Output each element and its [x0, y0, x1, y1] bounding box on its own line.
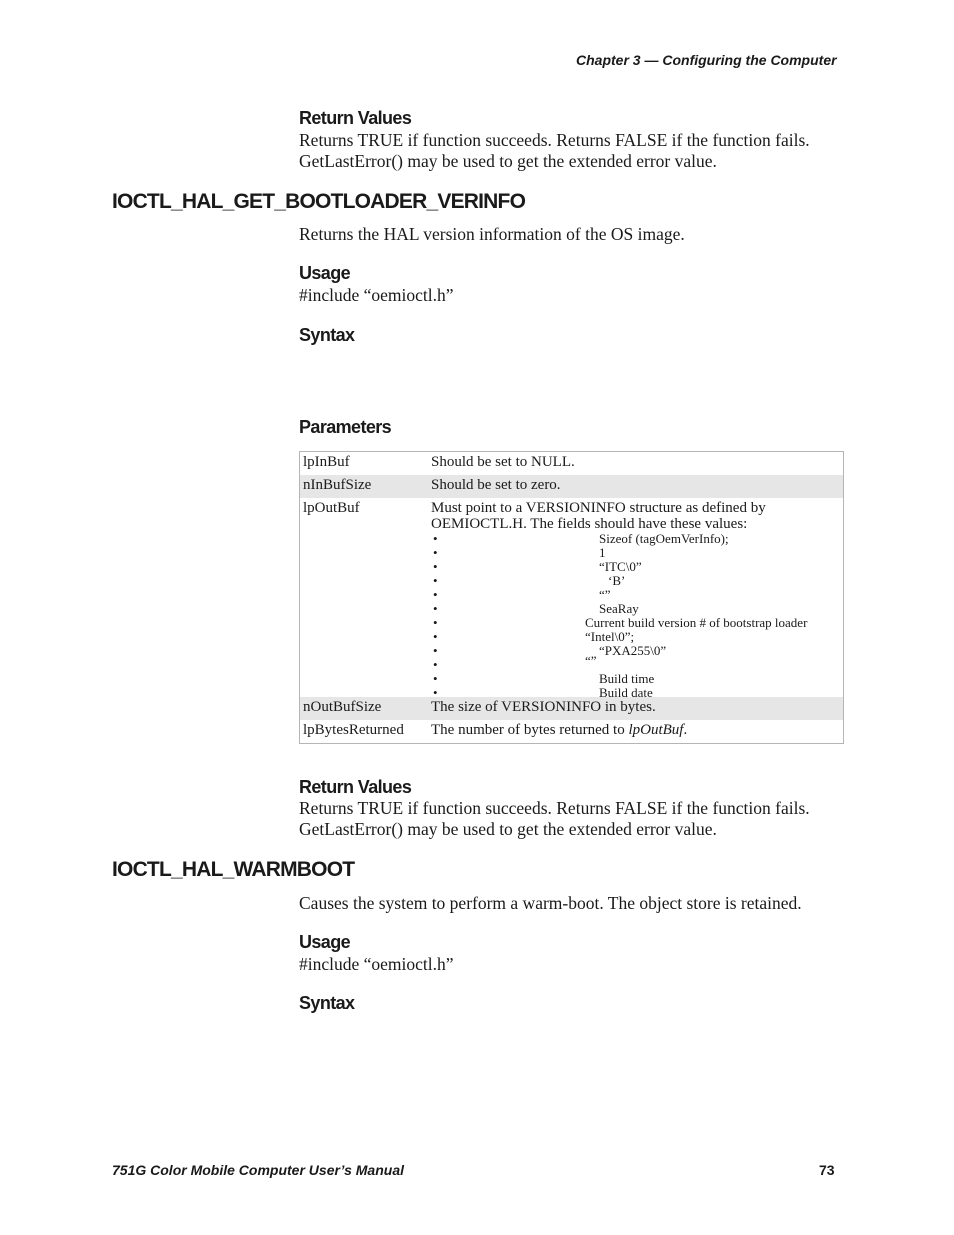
bullet: • [433, 615, 438, 630]
bullet: • [433, 671, 438, 686]
param-desc-text: The number of bytes returned to [431, 722, 629, 738]
bullet: • [433, 685, 438, 700]
field-value: “” [585, 653, 597, 668]
list-item [431, 602, 843, 616]
param-name: lpBytesReturned [303, 722, 404, 738]
field-values-list [431, 531, 843, 700]
param-desc [431, 500, 843, 700]
bullet: • [433, 643, 438, 658]
usage-code: #include “oemioctl.h” [299, 285, 454, 305]
bullet: • [433, 573, 438, 588]
return-values-line-1: Returns TRUE if function succeeds. Returns FALSE if the function fails. [299, 798, 810, 818]
param-desc-line: Must point to a VERSIONINFO structure as defined by [431, 500, 766, 516]
bullet: • [433, 587, 438, 602]
list-item [431, 653, 843, 672]
syntax-heading: Syntax [299, 325, 355, 345]
field-value: “ITC\0” [599, 559, 642, 574]
usage-code: #include “oemioctl.h” [299, 954, 454, 974]
param-desc: Should be set to zero. [431, 477, 561, 493]
table-row [300, 475, 843, 498]
param-desc-line: OEMIOCTL.H. The fields should have these values: [431, 516, 748, 532]
field-value: Current build version # of bootstrap loader [585, 615, 808, 630]
field-value: ‘B’ [608, 573, 626, 588]
list-item [431, 574, 843, 588]
bullet: • [433, 601, 438, 616]
list-item [431, 588, 843, 602]
table-row [300, 498, 843, 700]
param-desc-end: . [683, 722, 688, 738]
return-values-line-2: GetLastError() may be used to get the extended error value. [299, 819, 717, 839]
param-name: nInBufSize [303, 477, 372, 493]
field-value: “” [599, 587, 611, 602]
list-item [431, 532, 843, 546]
table-row [300, 452, 843, 475]
bullet: • [433, 531, 438, 546]
page-number: 73 [819, 1162, 835, 1178]
bullet: • [433, 657, 438, 672]
list-item [431, 616, 843, 630]
usage-heading: Usage [299, 263, 351, 283]
section-description: Returns the HAL version information of the OS image. [299, 224, 685, 244]
section-title-bootloader-verinfo: IOCTL_HAL_GET_BOOTLOADER_VERINFO [112, 190, 526, 213]
footer-manual-title: 751G Color Mobile Computer User’s Manual [112, 1162, 404, 1178]
field-value: “Intel\0”; [585, 629, 635, 644]
section-description: Causes the system to perform a warm-boot. The object store is retained. [299, 893, 802, 913]
field-value: Build time [599, 671, 655, 686]
list-item [431, 630, 843, 644]
param-name: lpOutBuf [303, 500, 360, 516]
return-values-heading: Return Values [299, 777, 412, 797]
param-desc-emphasis: lpOutBuf [628, 722, 684, 738]
param-desc: Should be set to NULL. [431, 454, 575, 470]
list-item [431, 686, 843, 700]
param-desc: The size of VERSIONINFO in bytes. [431, 699, 656, 715]
table-row [300, 697, 843, 720]
field-value: Build date [599, 685, 653, 700]
list-item [431, 672, 843, 686]
return-values-line-1: Returns TRUE if function succeeds. Returns FALSE if the function fails. [299, 130, 810, 150]
bullet: • [433, 629, 438, 644]
list-item [431, 560, 843, 574]
field-value: Sizeof (tagOemVerInfo); [599, 531, 729, 546]
bullet: • [433, 545, 438, 560]
field-value: 1 [599, 545, 606, 560]
field-value: SeaRay [599, 601, 639, 616]
running-header: Chapter 3 — Configuring the Computer [576, 52, 837, 68]
param-desc [431, 722, 843, 740]
return-values-line-2: GetLastError() may be used to get the extended error value. [299, 151, 717, 171]
bullet: • [433, 559, 438, 574]
list-item [431, 546, 843, 560]
parameters-table [299, 451, 844, 744]
param-name: nOutBufSize [303, 699, 382, 715]
param-name: lpInBuf [303, 454, 350, 470]
field-value: “PXA255\0” [599, 643, 667, 658]
return-values-heading: Return Values [299, 108, 412, 128]
usage-heading: Usage [299, 932, 351, 952]
table-row [300, 720, 843, 743]
parameters-heading: Parameters [299, 417, 392, 437]
section-title-warmboot: IOCTL_HAL_WARMBOOT [112, 858, 355, 881]
syntax-heading: Syntax [299, 993, 355, 1013]
